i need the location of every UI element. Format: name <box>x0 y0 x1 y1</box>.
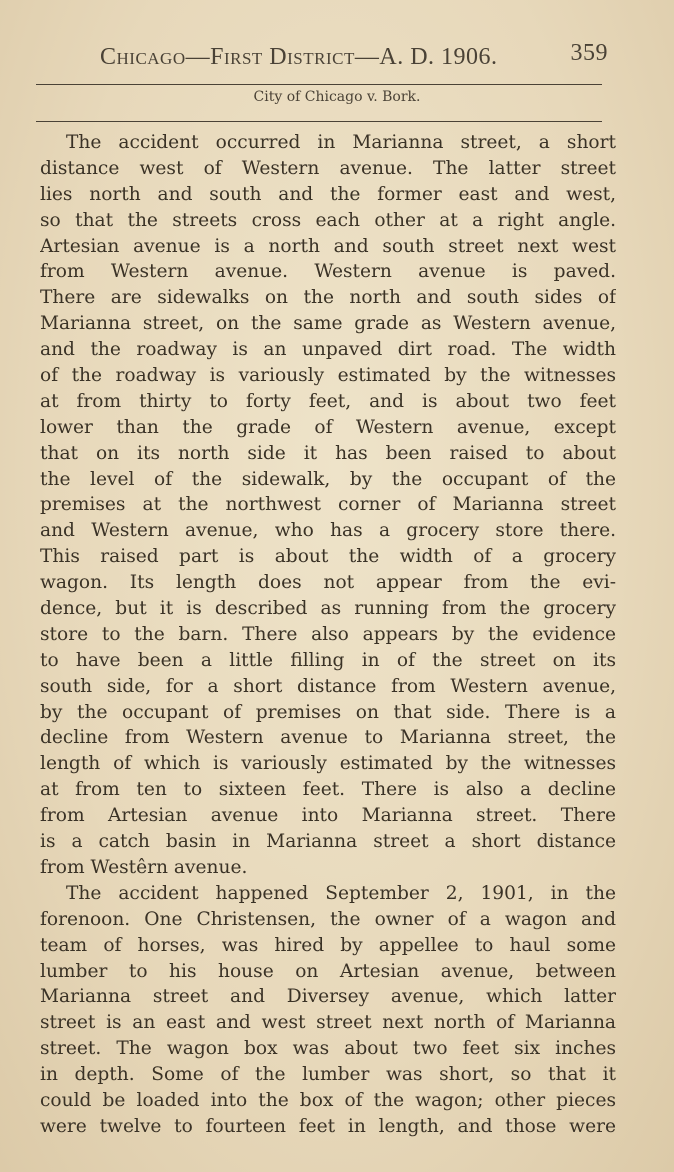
text-line: is a catch basin in Marianna street a short distance <box>40 831 616 853</box>
text-line: south side, for a short distance from Western avenue, <box>40 675 616 697</box>
text-line: This raised part is about the width of a grocery <box>40 546 616 568</box>
text-line: were twelve to fourteen feet in length, and those were <box>40 1115 616 1137</box>
text-line: street is an east and west street next north of Marianna <box>40 1012 616 1034</box>
body-text <box>40 130 616 1140</box>
text-line: decline from Western avenue to Marianna street, the <box>40 727 616 749</box>
text-line: from Western avenue. Western avenue is paved. <box>40 261 616 283</box>
text-line: of the roadway is variously estimated by the witnesses <box>40 365 616 387</box>
text-line: by the occupant of premises on that side. There is a <box>40 701 616 723</box>
text-line: that on its north side it has been raised to about <box>40 442 616 464</box>
text-line: dence, but it is described as running from the grocery <box>40 598 616 620</box>
text-line: distance west of Western avenue. The latter street <box>40 157 616 179</box>
text-line: from Artesian avenue into Marianna street. There <box>40 805 616 827</box>
text-line: and Western avenue, who has a grocery store there. <box>40 520 616 542</box>
running-title: Chicago—First District—A. D. 1906. <box>100 44 498 70</box>
text-line: to have been a little filling in of the street on its <box>40 649 616 671</box>
case-title: City of Chicago v. Bork. <box>253 89 421 105</box>
text-line: Marianna street, on the same grade as Western avenue, <box>40 313 616 335</box>
page-number: 359 <box>570 40 608 66</box>
text-line: premises at the northwest corner of Marianna street <box>40 494 616 516</box>
text-line: and the roadway is an unpaved dirt road. The width <box>40 339 616 361</box>
text-line: Artesian avenue is a north and south street next west <box>40 235 616 257</box>
text-line: Marianna street and Diversey avenue, which latter <box>40 986 616 1008</box>
running-head <box>100 40 620 80</box>
text-line: forenoon. One Christensen, the owner of a wagon and <box>40 908 616 930</box>
text-line: lumber to his house on Artesian avenue, between <box>40 960 616 982</box>
text-line: lies north and south and the former east and west, <box>40 183 616 205</box>
text-line: street. The wagon box was about two feet six inches <box>40 1038 616 1060</box>
text-line: at from thirty to forty feet, and is about two feet <box>40 390 616 412</box>
text-line: lower than the grade of Western avenue, except <box>40 416 616 438</box>
header-rule-top <box>36 84 602 85</box>
header-rule-bottom <box>36 121 602 122</box>
text-line: store to the barn. There also appears by the evidence <box>40 623 616 645</box>
text-line: at from ten to sixteen feet. There is also a decline <box>40 779 616 801</box>
text-line: could be loaded into the box of the wagon; other pieces <box>40 1089 616 1111</box>
text-line: The accident happened September 2, 1901, in the <box>66 882 616 904</box>
text-line: There are sidewalks on the north and south sides of <box>40 287 616 309</box>
text-line: the level of the sidewalk, by the occupant of the <box>40 468 616 490</box>
text-line: wagon. Its length does not appear from the evi- <box>40 572 616 594</box>
text-line: length of which is variously estimated by the witnesses <box>40 753 616 775</box>
text-line: so that the streets cross each other at a right angle. <box>40 209 616 231</box>
text-line: team of horses, was hired by appellee to haul some <box>40 934 616 956</box>
text-line: in depth. Some of the lumber was short, so that it <box>40 1064 616 1086</box>
text-line: from Westêrn avenue. <box>40 856 248 878</box>
text-line: The accident occurred in Marianna street, a short <box>66 132 616 153</box>
